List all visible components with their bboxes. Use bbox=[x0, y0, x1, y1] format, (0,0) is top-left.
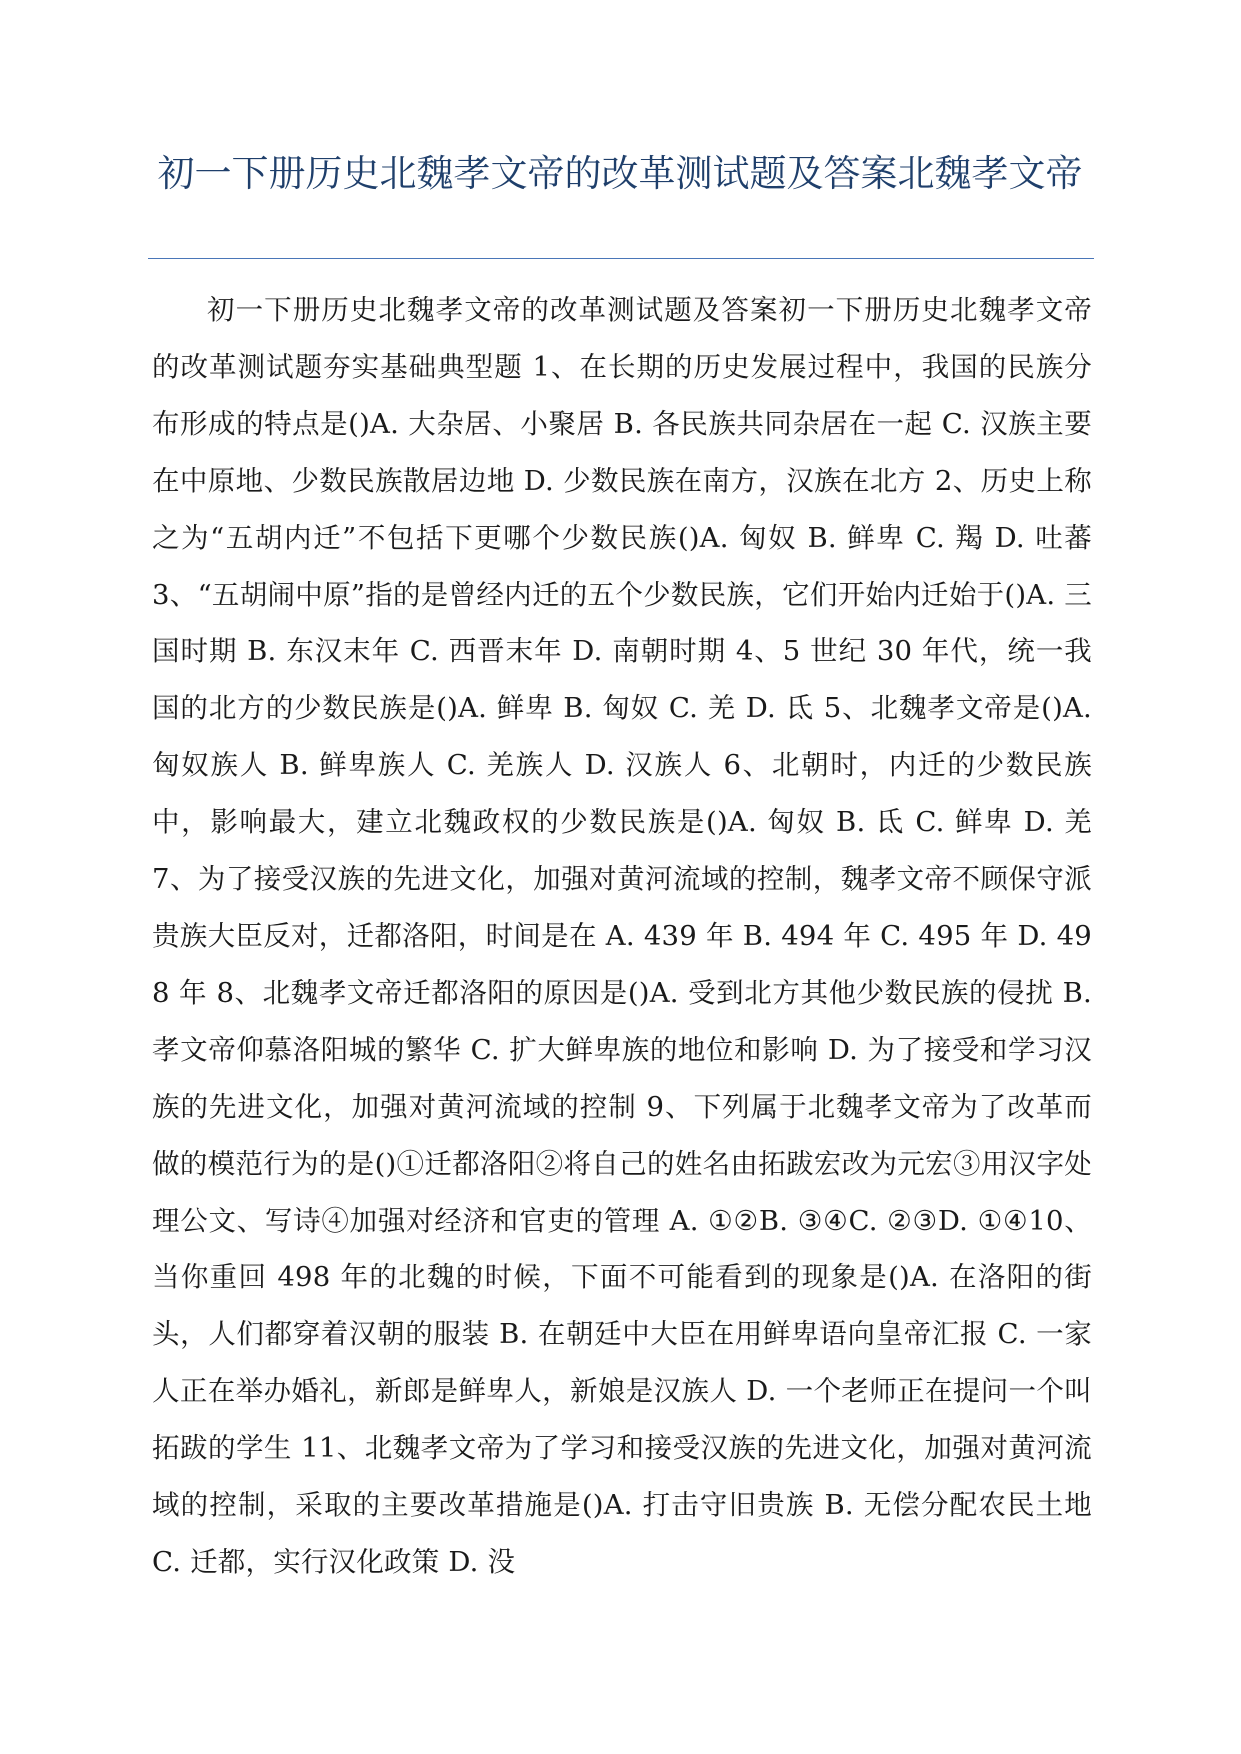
document-title: 初一下册历史北魏孝文帝的改革测试题及答案北魏孝文帝 bbox=[157, 152, 1083, 195]
document-body: 初一下册历史北魏孝文帝的改革测试题及答案初一下册历史北魏孝文帝的改革测试题夯实基础典型题 1、在长期的历史发展过程中，我国的民族分布形成的特点是()A. 大杂居、小聚居 B. 各民族共同杂居在一起 C. 汉族主要在中原地、少数民族散居边地 D. 少数民族在南方，汉族在北方 2、历史上称之为“五胡内迁”不包括下更哪个少数民族()A. 匈奴 B. 鲜卑 C. 羯 D. 吐蕃 3、“五胡闹中原”指的是曾经内迁的五个少数民族，它们开始内迁始于()A. 三国时期 B. 东汉末年 C. 西晋末年 D. 南朝时期 4、5 世纪 30 年代，统一我国的北方的少数民族是()A. 鲜卑 B. 匈奴 C. 羌 D. 氐 5、北魏孝文帝是()A. 匈奴族人 B. 鲜卑族人 C. 羌族人 D. 汉族人 6、北朝时，内迁的少数民族中，影响最大，建立北魏政权的少数民族是()A. 匈奴 B. 氐 C. 鲜卑 D. 羌 7、为了接受汉族的先进文化，加强对黄河流域的控制，魏孝文帝不顾保守派贵族大臣反对，迁都洛阳，时间是在 A. 439 年 B. 494 年 C. 495 年 D. 498 年 8、北魏孝文帝迁都洛阳的原因是()A. 受到北方其他少数民族的侵扰 B. 孝文帝仰慕洛阳城的繁华 C. 扩大鲜卑族的地位和影响 D. 为了接受和学习汉族的先进文化，加强对黄河流域的控制 9、下列属于北魏孝文帝为了改革而做的模范行为的是()①迁都洛阳②将自己的姓名由拓跋宏改为元宏③用汉字处理公文、写诗④加强对经济和官吏的管理 A. ①②B. ③④C. ②③D. ①④10、当你重回 498 年的北魏的时候，下面不可能看到的现象是()A. 在洛阳的街头，人们都穿着汉朝的服装 B. 在朝廷中大臣在用鲜卑语向皇帝汇报 C. 一家人正在举办婚礼，新郎是鲜卑人，新娘是汉族人 D. 一个老师正在提问一个叫拓跋的学生 11、北魏孝文帝为了学习和接受汉族的先进文化，加强对黄河流域的控制，采取的主要改革措施是()A. 打击守旧贵族 B. 无偿分配农民土地 C. 迁都，实行汉化政策 D. 没 bbox=[152, 294, 1092, 1578]
title-divider bbox=[148, 258, 1094, 259]
